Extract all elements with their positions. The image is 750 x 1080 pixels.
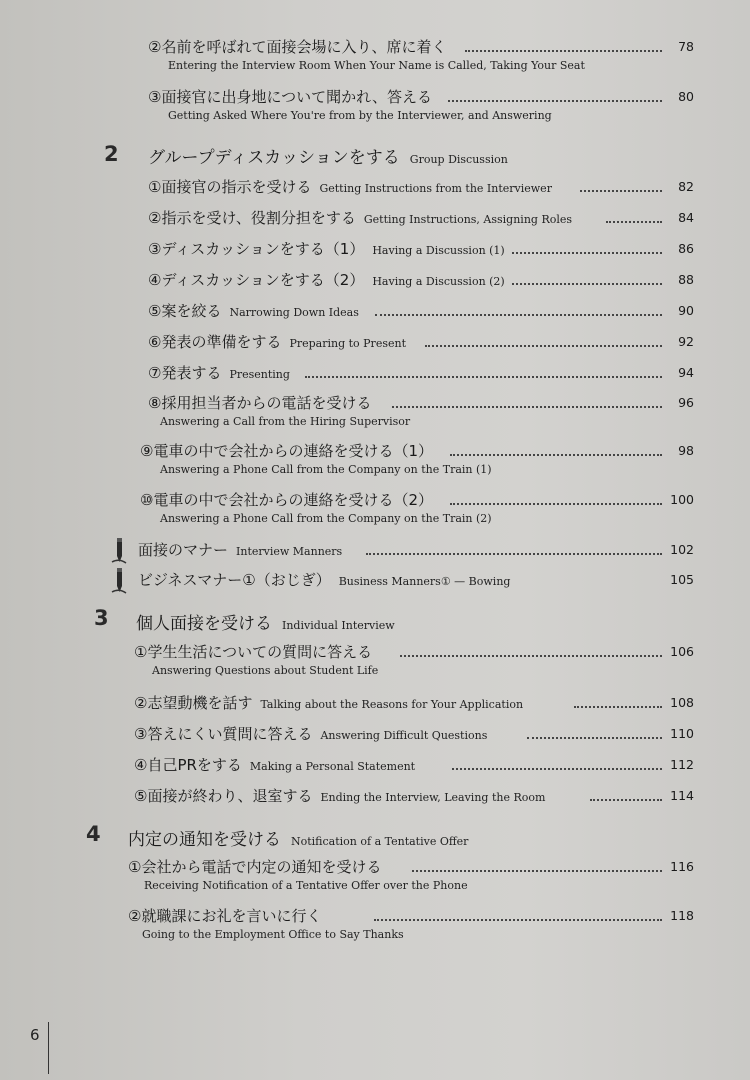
entry-title-jp: ③ディスカッションをする（1） Having a Discussion (1)	[148, 240, 505, 258]
section-title-en: Notification of a Tentative Offer	[291, 835, 469, 848]
page-ref: 108	[670, 695, 694, 710]
page-margin-rule	[48, 1022, 49, 1074]
entry-title-jp: ⑧採用担当者からの電話を受ける	[148, 394, 372, 412]
page-number: 6	[30, 1026, 40, 1044]
entry-title-jp: ⑦発表する Presenting	[148, 364, 290, 382]
entry-title-en: Receiving Notification of a Tentative Offer over the Phone	[144, 879, 468, 892]
entry-title-en: Answering Questions about Student Life	[152, 664, 379, 677]
entry-title-en: Answering a Call from the Hiring Supervisor	[160, 415, 411, 428]
entry-title-jp: ④ディスカッションをする（2） Having a Discussion (2)	[148, 271, 505, 289]
entry-title-en: Answering a Phone Call from the Company on the Train (2)	[160, 512, 492, 525]
section-number: 4	[86, 822, 101, 846]
section-title-en: Group Discussion	[409, 153, 508, 166]
leader-dots	[412, 870, 662, 872]
page-ref: 92	[678, 334, 694, 349]
section-title[interactable]	[128, 825, 468, 850]
entry-title-jp: ⑨電車の中で会社からの連絡を受ける（1）	[140, 442, 433, 460]
leader-dots	[448, 100, 662, 102]
leader-dots	[374, 919, 662, 921]
entry-title-jp: ⑩電車の中で会社からの連絡を受ける（2）	[140, 491, 433, 509]
entry-title-en: Entering the Interview Room When Your Name is Called, Taking Your Seat	[168, 59, 585, 72]
entry-title-en: Going to the Employment Office to Say Thanks	[142, 928, 404, 941]
leader-dots	[400, 655, 662, 657]
section-title-jp: グループディスカッションをする	[148, 148, 400, 168]
leader-dots	[305, 376, 662, 378]
page-ref: 84	[678, 210, 694, 225]
section-title-jp: 内定の通知を受ける	[128, 830, 281, 850]
leader-dots	[450, 454, 662, 456]
entry-title-jp: ⑥発表の準備をする Preparing to Present	[148, 333, 406, 351]
section-title[interactable]	[136, 609, 395, 634]
section-number: 3	[94, 606, 109, 630]
section-number: 2	[104, 142, 119, 166]
page-ref: 82	[678, 179, 694, 194]
leader-dots	[590, 799, 662, 801]
page-ref: 118	[670, 908, 694, 923]
page-ref: 116	[670, 859, 694, 874]
page-ref: 106	[670, 644, 694, 659]
entry-title-jp: ②就職課にお礼を言いに行く	[128, 907, 322, 925]
page-ref: 98	[678, 443, 694, 458]
page-ref: 90	[678, 303, 694, 318]
leader-dots	[606, 221, 662, 223]
entry-title-jp: ③面接官に出身地について聞かれ、答える	[148, 88, 433, 106]
entry-title-jp: ⑤面接が終わり、退室する Ending the Interview, Leaving the Room	[134, 787, 546, 805]
entry-title-en: Answering a Phone Call from the Company on the Train (1)	[160, 463, 492, 476]
leader-dots	[512, 252, 662, 254]
page-ref: 105	[670, 572, 694, 587]
page-ref: 110	[670, 726, 694, 741]
entry-title-jp: ⑤案を絞る Narrowing Down Ideas	[148, 302, 359, 320]
section-title-jp: 個人面接を受ける	[136, 614, 272, 634]
section-title-en: Individual Interview	[282, 619, 395, 632]
page-ref: 94	[678, 365, 694, 380]
section-title[interactable]	[148, 143, 508, 168]
leader-dots	[425, 345, 662, 347]
leader-dots	[452, 768, 662, 770]
page-ref: 88	[678, 272, 694, 287]
entry-title-jp: ④自己PRをする Making a Personal Statement	[134, 756, 416, 774]
page-ref: 114	[670, 788, 694, 803]
entry-title-jp: ③答えにくい質問に答える Answering Difficult Questions	[134, 725, 488, 743]
leader-dots	[512, 283, 662, 285]
leader-dots	[580, 190, 662, 192]
page-ref: 96	[678, 395, 694, 410]
entry-title-jp: ②名前を呼ばれて面接会場に入り、席に着く	[148, 38, 447, 56]
page-ref: 78	[678, 39, 694, 54]
leader-dots	[375, 314, 662, 316]
note-title-jp: 面接のマナー Interview Manners	[138, 541, 343, 559]
leader-dots	[527, 737, 662, 739]
entry-title-jp: ②志望動機を話す Talking about the Reasons for Your Application	[134, 694, 524, 712]
entry-title-jp: ①面接官の指示を受ける Getting Instructions from the Interviewer	[148, 178, 552, 196]
entry-title-jp: ①学生生活についての質問に答える	[134, 643, 373, 661]
leader-dots	[450, 503, 662, 505]
entry-title-en: Getting Asked Where You're from by the Interviewer, and Answering	[168, 109, 552, 122]
note-title-jp: ビジネスマナー①（おじぎ） Business Manners① — Bowing	[138, 571, 511, 589]
page-ref: 112	[670, 757, 694, 772]
leader-dots	[366, 553, 662, 555]
leader-dots	[392, 406, 662, 408]
entry-title-jp: ①会社から電話で内定の通知を受ける	[128, 858, 382, 876]
leader-dots	[465, 50, 662, 52]
page-ref: 102	[670, 542, 694, 557]
page-ref: 86	[678, 241, 694, 256]
leader-dots	[574, 706, 662, 708]
entry-title-jp: ②指示を受け、役割分担をする Getting Instructions, Assigning Roles	[148, 209, 573, 227]
page-ref: 100	[670, 492, 694, 507]
page-ref: 80	[678, 89, 694, 104]
